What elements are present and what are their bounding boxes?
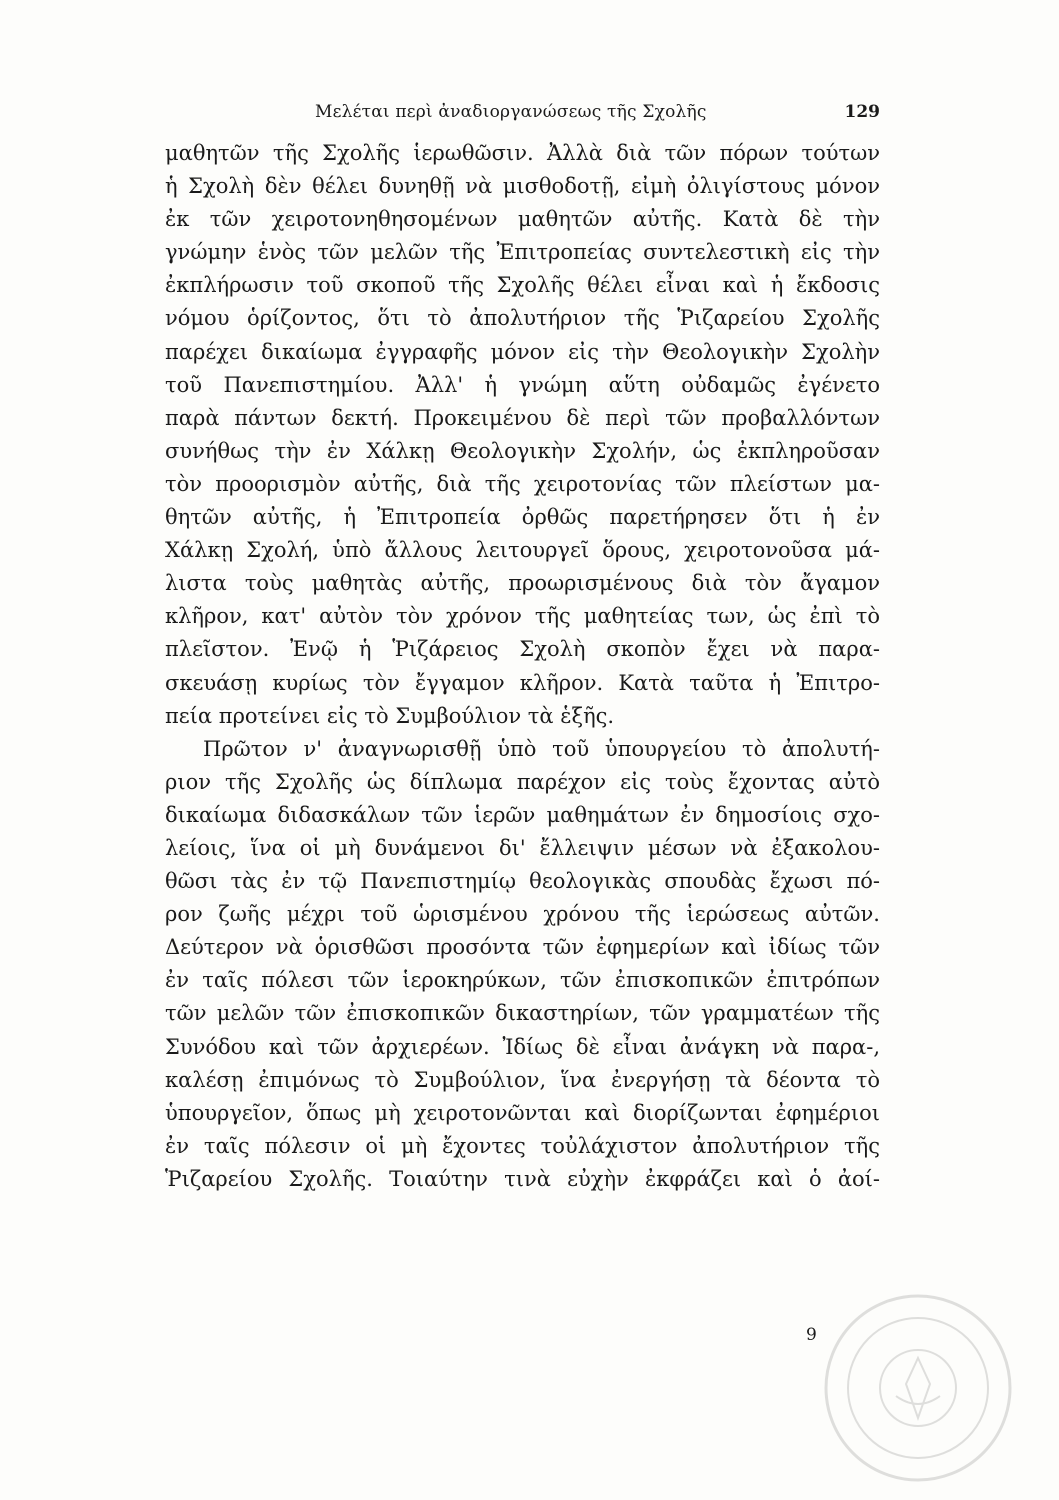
signature-mark: 9 <box>806 1325 817 1345</box>
text-line: ἡ Σχολὴ δὲν θέλει δυνηθῇ νὰ μισθοδοτῇ, εἰμὴ ὀλιγίστους μόνον <box>165 174 880 199</box>
text-line: γνώμην ἑνὸς τῶν μελῶν τῆς Ἐπιτροπείας συντελεστικὴ εἰς τὴν <box>165 240 880 265</box>
text-line: σκευάσῃ κυρίως τὸν ἔγγαμον κλῆρον. Κατὰ ταῦτα ἡ Ἐπιτρο- <box>165 670 880 695</box>
text-line: ρον ζωῆς μέχρι τοῦ ὡρισμένου χρόνου τῆς ἱερώσεως αὐτῶν. <box>165 902 880 927</box>
text-line: μαθητῶν τῆς Σχολῆς ἱερωθῶσιν. Ἀλλὰ διὰ τῶν πόρων τούτων <box>165 141 880 165</box>
text-line: παρέχει δικαίωμα ἐγγραφῆς μόνον εἰς τὴν Θεολογικὴν Σχολὴν <box>165 339 880 364</box>
text-line: ριον τῆς Σχολῆς ὡς δίπλωμα παρέχον εἰς τοὺς ἔχοντας αὐτὸ <box>165 769 880 794</box>
text-line: Χάλκῃ Σχολή, ὑπὸ ἄλλους λειτουργεῖ ὅρους, χειροτονοῦσα μά- <box>165 538 880 563</box>
text-line: δικαίωμα διδασκάλων τῶν ἱερῶν μαθημάτων ἐν δημοσίοις σχο- <box>165 802 880 827</box>
text-line: κλῆρον, κατ' αὐτὸν τὸν χρόνον τῆς μαθητείας των, ὡς ἐπὶ τὸ <box>165 604 880 629</box>
text-line: καλέσῃ ἐπιμόνως τὸ Συμβούλιον, ἵνα ἐνεργήσῃ τὰ δέοντα τὸ <box>165 1067 880 1092</box>
text-line: ὑπουργεῖον, ὅπως μὴ χειροτονῶνται καὶ διορίζωνται ἐφημέριοι <box>165 1100 880 1125</box>
text-line: τῶν μελῶν τῶν ἐπισκοπικῶν δικαστηρίων, τῶν γραμματέων τῆς <box>165 1001 880 1026</box>
text-line: πλεῖστον. Ἐνῷ ἡ Ῥιζάρειος Σχολὴ σκοπὸν ἔχει νὰ παρα- <box>165 637 880 662</box>
text-line: ἐν ταῖς πόλεσιν οἱ μὴ ἔχοντες τοὐλάχιστον ἀπολυτήριον τῆς <box>165 1133 880 1158</box>
running-head <box>165 102 880 130</box>
text-line: παρὰ πάντων δεκτή. Προκειμένου δὲ περὶ τῶν προβαλλόντων <box>165 405 880 430</box>
text-line: ἐκπλήρωσιν τοῦ σκοποῦ τῆς Σχολῆς θέλει εἶναι καὶ ἡ ἔκδοσις <box>165 273 880 298</box>
text-line: ἐκ τῶν χειροτονηθησομένων μαθητῶν αὐτῆς. Κατὰ δὲ τὴν <box>165 207 880 232</box>
text-line: Δεύτερον νὰ ὁρισθῶσι προσόντα τῶν ἐφημερίων καὶ ἰδίως τῶν <box>165 935 880 960</box>
text-line: θητῶν αὐτῆς, ἡ Ἐπιτροπεία ὀρθῶς παρετήρησεν ὅτι ἡ ἐν <box>165 505 880 530</box>
text-line: ἐν ταῖς πόλεσι τῶν ἱεροκηρύκων, τῶν ἐπισκοπικῶν ἐπιτρόπων <box>165 968 880 993</box>
library-stamp-icon <box>818 1288 1018 1488</box>
text-line: τοῦ Πανεπιστημίου. Ἀλλ' ἡ γνώμη αὕτη οὐδαμῶς ἐγένετο <box>165 372 880 397</box>
text-line: θῶσι τὰς ἐν τῷ Πανεπιστημίῳ θεολογικὰς σπουδὰς ἔχωσι πό- <box>165 869 880 894</box>
running-title: Μελέται περὶ ἀναδιοργανώσεως τῆς Σχολῆς <box>315 102 707 122</box>
body-text <box>165 137 880 1196</box>
text-line: συνήθως τὴν ἐν Χάλκῃ Θεολογικὴν Σχολήν, ὡς ἐκπληροῦσαν <box>165 438 880 463</box>
text-line: Πρῶτον ν' ἀναγνωρισθῇ ὑπὸ τοῦ ὑπουργείου τὸ ἀπολυτή- <box>203 736 880 761</box>
text-line: Συνόδου καὶ τῶν ἀρχιερέων. Ἰδίως δὲ εἶναι ἀνάγκη νὰ παρα-, <box>165 1034 880 1059</box>
text-line: τὸν προορισμὸν αὐτῆς, διὰ τῆς χειροτονίας τῶν πλείστων μα- <box>165 471 880 496</box>
text-line: λείοις, ἵνα οἱ μὴ δυνάμενοι δι' ἔλλειψιν μέσων νὰ ἐξακολου- <box>165 835 880 860</box>
text-line: λιστα τοὺς μαθητὰς αὐτῆς, προωρισμένους διὰ τὸν ἄγαμον <box>165 571 880 596</box>
text-line: νόμου ὁρίζοντος, ὅτι τὸ ἀπολυτήριον τῆς Ῥιζαρείου Σχολῆς <box>165 306 880 331</box>
text-line: Ῥιζαρείου Σχολῆς. Τοιαύτην τινὰ εὐχὴν ἐκφράζει καὶ ὁ ἀοί- <box>165 1166 880 1191</box>
page-number: 129 <box>844 102 880 122</box>
text-line: πεία προτείνει εἰς τὸ Συμβούλιον τὰ ἑξῆς. <box>165 703 615 728</box>
